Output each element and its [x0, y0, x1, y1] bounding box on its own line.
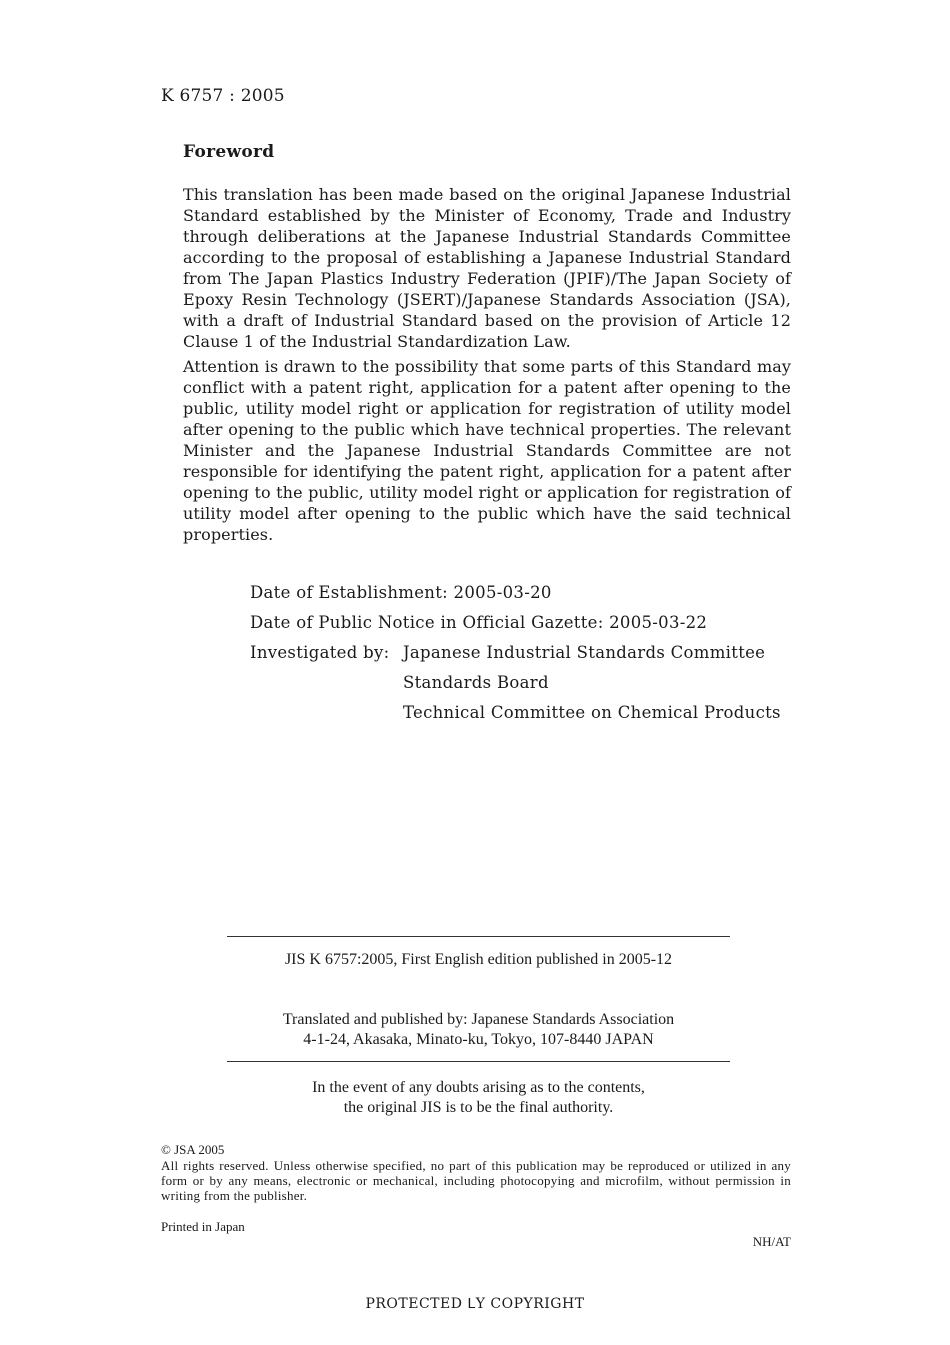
- foreword-heading: Foreword: [183, 142, 275, 162]
- investigated-by-label: Investigated by:: [250, 643, 390, 662]
- authority-notice-line-2: the original JIS is to be the final authority.: [343, 1099, 614, 1116]
- printed-in: Printed in Japan: [161, 1219, 245, 1234]
- divider-bottom: [227, 1061, 730, 1062]
- investigated-by-technical-committee: Technical Committee on Chemical Products: [403, 703, 781, 722]
- date-of-establishment: Date of Establishment: 2005-03-20: [250, 583, 552, 602]
- translator-code: NH/AT: [752, 1234, 791, 1249]
- protected-by-copyright: PROTECTED ᒪY COPYRIGHT: [365, 1296, 585, 1312]
- publisher-line-1: Translated and published by: Japanese Standards Association: [282, 1011, 675, 1028]
- edition-line: JIS K 6757:2005, First English edition published in 2005-12: [284, 951, 673, 968]
- document-code: K 6757 : 2005: [161, 86, 285, 106]
- date-of-public-notice: Date of Public Notice in Official Gazette: 2005-03-22: [250, 613, 708, 632]
- investigated-by-board: Standards Board: [403, 673, 549, 692]
- publisher-block: [227, 1010, 730, 1050]
- authority-notice-line-1: In the event of any doubts arising as to the contents,: [312, 1079, 645, 1096]
- investigated-by-committee: Japanese Industrial Standards Committee: [403, 643, 766, 662]
- rights-statement: All rights reserved. Unless otherwise specified, no part of this publication may be reproduced or utilized in any form or by any means, electronic or mechanical, including photocopying and microfilm, without permission in writing from the publisher.: [161, 1158, 791, 1203]
- foreword-paragraph-2: Attention is drawn to the possibility that some parts of this Standard may conflict with a patent right, application for a patent after opening to the public, utility model right or application for registration of utility model after opening to the public which have technical properties. The relevant Minister and the Japanese Industrial Standards Committee are not responsible for identifying the patent right, application for a patent after opening to the public, utility model right or application for registration of utility model after opening to the public which have the said technical properties.: [183, 357, 791, 544]
- publisher-address: 4-1-24, Akasaka, Minato-ku, Tokyo, 107-8440 JAPAN: [303, 1031, 654, 1048]
- authority-notice: [227, 1078, 730, 1118]
- divider-top: [227, 936, 730, 937]
- copyright-notice: © JSA 2005: [161, 1142, 225, 1157]
- foreword-paragraph-1: This translation has been made based on the original Japanese Industrial Standard established by the Minister of Economy, Trade and Industry through deliberations at the Japanese Industrial Standards Committee according to the proposal of establishing a Japanese Industrial Standard from The Japan Plastics Industry Federation (JPIF)/The Japan Society of Epoxy Resin Technology (JSERT)/Japanese Standards Association (JSA), with a draft of Industrial Standard based on the provision of Article 12 Clause 1 of the Industrial Standardization Law.: [183, 185, 791, 351]
